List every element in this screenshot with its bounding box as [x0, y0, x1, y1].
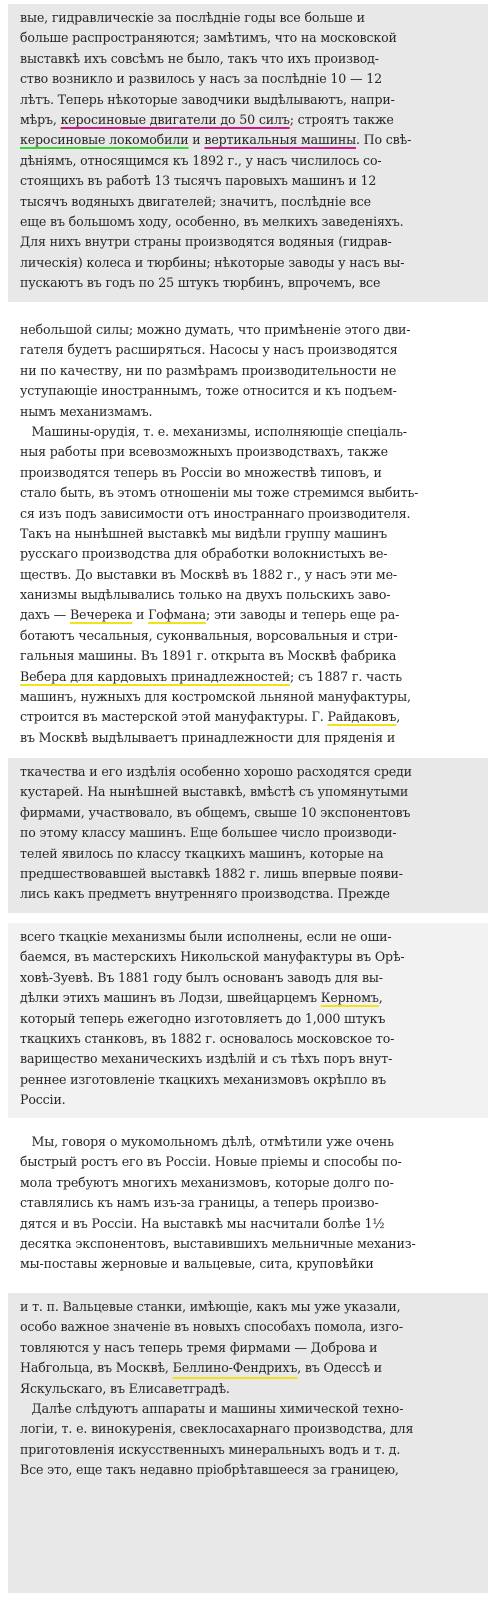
text-line [20, 1399, 480, 1419]
scan-block-3 [8, 758, 488, 913]
text-line [20, 1009, 480, 1029]
text-line [20, 947, 480, 967]
text-line [20, 1379, 480, 1399]
text-segment: ханизмы выдѣлывались только на двухъ польскихъ заво- [20, 587, 391, 603]
text-line [20, 504, 480, 524]
paragraph-text [20, 1132, 480, 1275]
text-segment: Далѣе слѣдуютъ аппараты и машины химической техно- [20, 1400, 404, 1416]
text-segment: десятка экспонентовъ, выставившихъ мельничные механиз- [20, 1235, 416, 1251]
text-segment: лись какъ предметъ внутренняго производства. Прежде [20, 886, 390, 902]
text-segment: Россіи. [20, 1092, 66, 1108]
paragraph-text [20, 1297, 480, 1481]
text-line [20, 1297, 480, 1317]
text-line [20, 803, 480, 823]
text-line [20, 646, 480, 666]
text-segment: выставкѣ ихъ совсѣмъ не было, такъ что ихъ производ- [20, 50, 379, 66]
text-line [20, 49, 480, 69]
text-line [20, 823, 480, 843]
text-segment: Набгольца, въ Москвѣ, [20, 1360, 173, 1376]
text-line [20, 1173, 480, 1193]
text-line [20, 28, 480, 48]
text-line [20, 585, 480, 605]
text-line [20, 171, 480, 191]
text-segment: телей явилось по классу ткацкихъ машинъ, которые на [20, 845, 384, 861]
text-segment: реннее изготовленіе ткацкихъ механизмовъ окрѣпло въ [20, 1071, 386, 1087]
scan-block-6 [8, 1293, 488, 1593]
highlighted-term: Керномъ [320, 990, 379, 1006]
text-line [20, 1440, 480, 1460]
text-line [20, 1049, 480, 1069]
text-segment: еще въ большомъ ходу, особенно, въ мелкихъ заведеніяхъ. [20, 213, 404, 229]
paragraph-text [20, 320, 480, 748]
text-segment: вые, гидравлическіе за послѣдніе годы все больше и [20, 10, 365, 25]
text-segment: русскаго производства для обработки волокнистыхъ ве- [20, 546, 388, 562]
text-segment: ; съ 1887 г. часть [290, 668, 403, 684]
text-line [20, 544, 480, 564]
text-segment: нымъ механизмамъ. [20, 403, 153, 419]
text-segment: ткацкихъ станковъ, въ 1882 г. основалось московское то- [20, 1030, 395, 1046]
text-line [20, 1317, 480, 1337]
text-segment: по этому классу машинъ. Еще большее число производи- [20, 825, 397, 841]
text-segment: лѣтъ. Теперь нѣкоторые заводчики выдѣлываютъ, напри- [20, 91, 395, 107]
text-line [20, 626, 480, 646]
text-line [20, 1419, 480, 1439]
text-segment: , [378, 990, 383, 1006]
text-segment: варищество механическихъ издѣлій и съ тѣхъ поръ внут- [20, 1051, 393, 1067]
text-segment: больше распространяются; замѣтимъ, что на московской [20, 30, 397, 46]
text-segment: баемся, въ мастерскихъ Никольской мануфактуры въ Орѣ- [20, 949, 405, 965]
text-segment: товляются у насъ теперь тремя фирмами — Доброва и [20, 1339, 378, 1355]
highlighted-term: вертикальныя машины [204, 132, 356, 148]
text-segment: Для нихъ внутри страны производятся водяныя (гидрав- [20, 234, 392, 250]
text-line [20, 605, 480, 625]
text-line [20, 361, 480, 381]
text-line [20, 90, 480, 110]
text-segment: мѣръ, [20, 111, 61, 127]
text-line [20, 707, 480, 727]
text-line [20, 422, 480, 442]
text-segment: , въ Одессѣ и [297, 1360, 382, 1376]
text-line [20, 565, 480, 585]
text-segment: логіи, т. е. винокуренія, свеклосахарнаго производства, для [20, 1421, 414, 1437]
text-segment: предшествовавшей выставкѣ 1882 г. лишь впервые появи- [20, 865, 403, 881]
text-line [20, 844, 480, 864]
text-line [20, 253, 480, 273]
paragraph-text [20, 762, 480, 905]
text-segment: . По свѣ- [355, 132, 412, 148]
text-segment: Машины-орудія, т. е. механизмы, исполняющіе спеціаль- [20, 423, 407, 439]
text-segment: , [396, 709, 401, 725]
text-segment: и [188, 132, 205, 148]
highlighted-term: Гофмана [148, 607, 207, 623]
text-segment: Такъ на нынѣшней выставкѣ мы видѣли группу машинъ [20, 525, 388, 541]
text-segment: тысячъ водяныхъ двигателей; значитъ, послѣдніе все [20, 193, 371, 209]
text-line [20, 687, 480, 707]
text-segment: въ Москвѣ выдѣлываетъ принадлежности для пряденія и [20, 729, 396, 745]
text-line [20, 340, 480, 360]
text-segment: ставлялись къ намъ изъ-за границы, а теперь произво- [20, 1195, 379, 1211]
scan-block-5 [8, 1128, 488, 1283]
highlighted-term: Беллино-Фендрихъ [172, 1360, 298, 1376]
text-segment: Все это, еще такъ недавно пріобрѣтавшееся за границею, [20, 1462, 399, 1478]
text-segment: ботаютъ чесальныя, суконвальныя, ворсовальныя и стри- [20, 627, 398, 643]
text-line [20, 1254, 480, 1274]
text-segment: ни по качеству, ни по размѣрамъ производительности не [20, 362, 397, 378]
text-line [20, 884, 480, 904]
text-line [20, 1193, 480, 1213]
text-segment: машинъ, нужныхъ для костромской льняной мануфактуры, [20, 689, 411, 705]
text-segment: уступающіе иностраннымъ, тоже относится и къ подъем- [20, 383, 397, 399]
text-line [20, 192, 480, 212]
scan-block-1 [8, 4, 488, 302]
text-segment: ховѣ-Зуевѣ. Въ 1881 году былъ основанъ заводъ для вы- [20, 969, 383, 985]
text-segment: и [132, 607, 149, 623]
text-line [20, 232, 480, 252]
text-line [20, 1029, 480, 1049]
scan-block-4 [8, 923, 488, 1118]
text-segment: ткачества и его издѣлія особенно хорошо расходятся среди [20, 764, 412, 779]
text-segment: строится въ мастерской этой мануфактуры. Г. [20, 709, 328, 725]
text-line [20, 1132, 480, 1152]
text-segment: всего ткацкіе механизмы были исполнены, если не оши- [20, 929, 392, 944]
text-line [20, 1234, 480, 1254]
text-segment: стоящихъ въ работѣ 13 тысячъ паровыхъ машинъ и 12 [20, 173, 377, 189]
text-segment: приготовленія искусственныхъ минеральныхъ водъ и т. д. [20, 1441, 401, 1457]
text-line [20, 8, 480, 28]
text-segment: ся изъ подъ зависимости отъ иностраннаго производителя. [20, 505, 411, 521]
text-segment: гальныя машины. Въ 1891 г. открыта въ Москвѣ фабрика [20, 648, 397, 664]
text-segment: который теперь ежегодно изготовляетъ до 1,000 штукъ [20, 1010, 386, 1026]
text-segment: дѣніямъ, относящимся къ 1892 г., у насъ числилось со- [20, 152, 382, 168]
text-segment: и т. п. Вальцевые станки, имѣющіе, какъ мы уже указали, [20, 1299, 401, 1314]
text-segment: дѣлки этихъ машинъ въ Лодзи, швейцарцемъ [20, 990, 321, 1006]
highlighted-term: керосиновые локомобили [20, 132, 189, 148]
paragraph-text [20, 927, 480, 1111]
highlighted-term: керосиновые двигатели до 50 силъ [60, 111, 290, 127]
text-line [20, 1358, 480, 1378]
text-line [20, 1090, 480, 1110]
text-line [20, 927, 480, 947]
highlighted-term: Райдаковъ [327, 709, 397, 725]
text-line [20, 483, 480, 503]
text-line [20, 110, 480, 130]
text-line [20, 782, 480, 802]
text-line [20, 463, 480, 483]
highlighted-term: Вечерека [69, 607, 133, 623]
text-line [20, 442, 480, 462]
text-line [20, 130, 480, 150]
text-segment: лическія) колеса и тюрбины; нѣкоторые заводы у насъ вы- [20, 254, 405, 270]
paragraph-text [20, 8, 480, 293]
text-segment: кустарей. На нынѣшней выставкѣ, вмѣстѣ съ упомянутыми [20, 784, 409, 800]
text-line [20, 1214, 480, 1234]
text-line [20, 667, 480, 687]
text-segment: гателя будетъ расширяться. Насосы у насъ производятся [20, 342, 398, 358]
text-segment: ство возникло и развилось у насъ за послѣдніе 10 — 12 [20, 71, 383, 87]
text-segment: Яскульскаго, въ Елисаветградѣ. [20, 1380, 230, 1396]
text-segment: особо важное значеніе въ новыхъ способахъ помола, изго- [20, 1319, 403, 1335]
text-segment: быстрый ростъ его въ Россіи. Новые пріемы и способы по- [20, 1154, 402, 1170]
text-line [20, 273, 480, 293]
text-line [20, 212, 480, 232]
text-line [20, 151, 480, 171]
text-line [20, 1070, 480, 1090]
text-line [20, 728, 480, 748]
text-segment: ныя работы при всевозможныхъ производствахъ, также [20, 444, 388, 460]
scan-block-2 [8, 316, 488, 748]
text-segment: производятся теперь въ Россіи во множествѣ типовъ, и [20, 464, 382, 480]
text-segment: небольшой силы; можно думать, что примѣненіе этого дви- [20, 322, 411, 337]
text-line [20, 1152, 480, 1172]
text-line [20, 1460, 480, 1480]
text-line [20, 988, 480, 1008]
text-segment: дахъ — [20, 607, 70, 623]
text-line [20, 864, 480, 884]
text-line [20, 381, 480, 401]
text-segment: стало быть, въ этомъ отношеніи мы тоже стремимся выбить- [20, 485, 419, 501]
text-line [20, 968, 480, 988]
text-segment: пускаютъ въ годъ по 25 штукъ тюрбинъ, впрочемъ, все [20, 275, 381, 291]
text-line [20, 762, 480, 782]
text-line [20, 69, 480, 89]
text-line [20, 320, 480, 340]
text-segment: ; строятъ также [289, 111, 394, 127]
highlighted-term: Вебера для кардовыхъ принадлежностей [20, 668, 291, 684]
text-segment: мола требуютъ многихъ механизмовъ, которые долго по- [20, 1174, 394, 1190]
text-segment: фирмами, участвовало, въ общемъ, свыше 10 экспонентовъ [20, 804, 411, 820]
text-line [20, 1338, 480, 1358]
text-segment: дятся и въ Россіи. На выставкѣ мы насчитали болѣе 1½ [20, 1215, 385, 1231]
text-line [20, 524, 480, 544]
text-segment: мы-поставы жерновые и вальцевые, сита, круповѣйки [20, 1256, 374, 1272]
text-segment: Мы, говоря о мукомольномъ дѣлѣ, отмѣтили уже очень [20, 1134, 394, 1149]
text-line [20, 402, 480, 422]
text-segment: ; эти заводы и теперь еще ра- [206, 607, 400, 623]
text-segment: ществъ. До выставки въ Москвѣ въ 1882 г., у насъ эти ме- [20, 566, 397, 582]
